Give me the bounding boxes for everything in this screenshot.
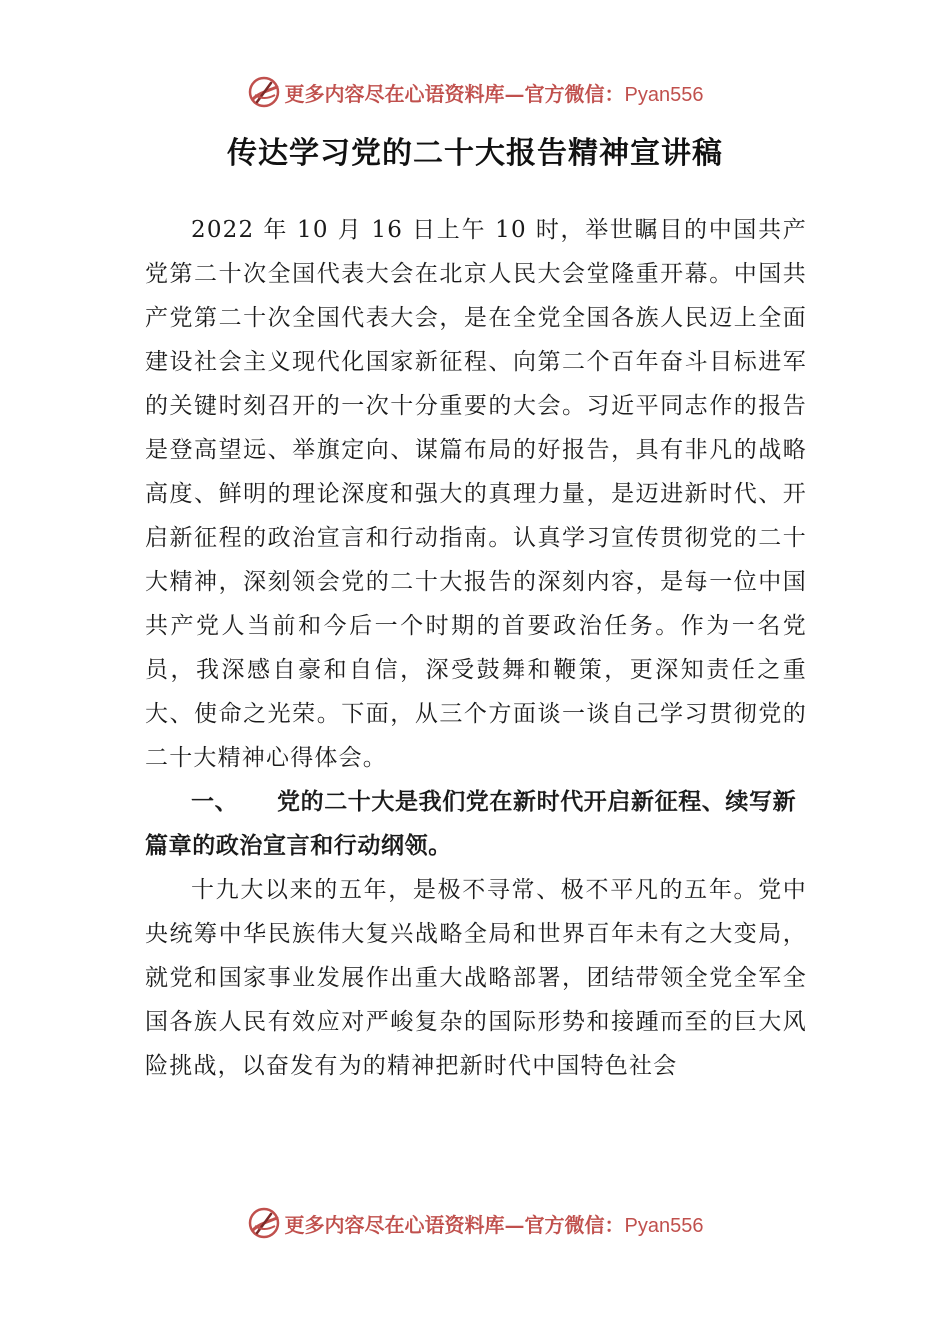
header-banner: [0, 72, 950, 112]
intro-paragraph: 2022 年 10 月 16 日上午 10 时，举世瞩目的中国共产党第二十次全国代表大会在北京人民大会堂隆重开幕。中国共产党第二十次全国代表大会，是在全党全国各族人民迈上全面建设社会主义现代化国家新征程、向第二个百年奋斗目标进军的关键时刻召开的一次十分重要的大会。习近平同志作的报告是登高望远、举旗定向、谋篇布局的好报告，具有非凡的战略高度、鲜明的理论深度和强大的真理力量，是迈进新时代、开启新征程的政治宣言和行动指南。认真学习宣传贯彻党的二十大精神，深刻领会党的二十大报告的深刻内容，是每一位中国共产党人当前和今后一个时期的首要政治任务。作为一名党员，我深感自豪和自信，深受鼓舞和鞭策，更深知责任之重大、使命之光荣。下面，从三个方面谈一谈自己学习贯彻党的二十大精神心得体会。: [145, 217, 807, 771]
book-pen-logo-icon: [247, 1206, 281, 1240]
book-pen-logo-icon: [247, 75, 281, 109]
section-paragraph: 十九大以来的五年，是极不寻常、极不平凡的五年。党中央统筹中华民族伟大复兴战略全局和世界百年未有之大变局，就党和国家事业发展作出重大战略部署，团结带领全党全军全国各族人民有效应对严峻复杂的国际形势和接踵而至的巨大风险挑战，以奋发有为的精神把新时代中国特色社会: [145, 877, 807, 1079]
section-number: 一、: [191, 789, 239, 815]
banner-text: 更多内容尽在心语资料库—官方微信：Pyan556: [284, 81, 704, 106]
wechat-id: Pyan556: [624, 83, 704, 106]
section-heading-text: 党的二十大是我们党在新时代开启新征程、续写新篇章的政治宣言和行动纲领。: [145, 789, 797, 859]
document-body: [145, 208, 807, 1088]
wechat-id: Pyan556: [624, 1214, 704, 1237]
document-title: 传达学习党的二十大报告精神宣讲稿: [227, 136, 723, 171]
section-heading: [145, 780, 807, 868]
footer-banner: [0, 1203, 950, 1243]
banner-text: 更多内容尽在心语资料库—官方微信：Pyan556: [284, 1212, 704, 1237]
